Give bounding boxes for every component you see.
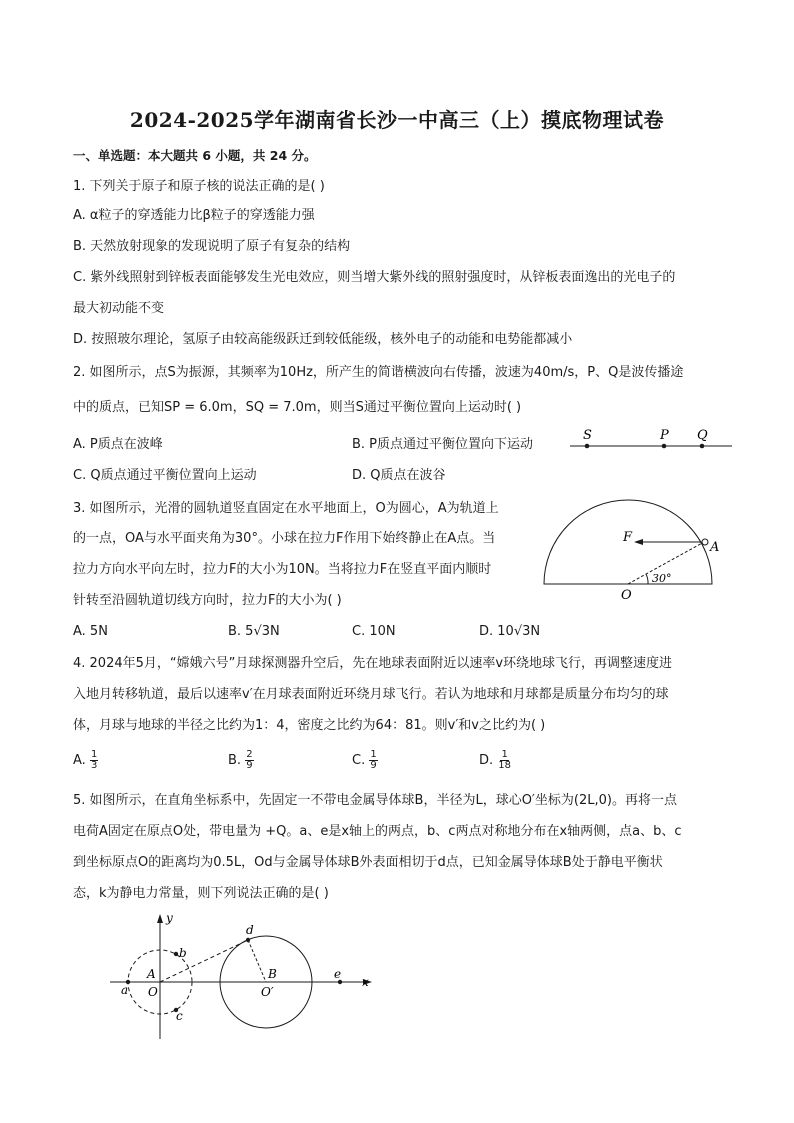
- section-heading: 一、单选题：本大题共 6 小题，共 24 分。: [73, 148, 317, 163]
- q3-stem-line3: 拉力方向水平向左时，拉力F的大小为10N。当将拉力F在竖直平面内顺时: [73, 562, 492, 577]
- point-b-dot: [174, 952, 178, 956]
- q4-option-d: [479, 750, 512, 771]
- q4-option-d-label: D.: [479, 753, 494, 768]
- q3-option-d: D. 10√3N: [479, 624, 541, 639]
- q1-option-a: A. α粒子的穿透能力比β粒子的穿透能力强: [73, 208, 315, 223]
- q5-stem-line1: 5. 如图所示，在直角坐标系中，先固定一不带电金属导体球B，半径为L，球心O′坐标为(2L,0)。再将一点: [73, 793, 677, 808]
- q3-stem-line2: 的一点，OA与水平面夹角为30°。小球在拉力F作用下始终静止在A点。当: [73, 531, 496, 546]
- numerator: 1: [90, 749, 98, 760]
- q4-stem-line3: 体，月球与地球的半径之比约为1：4，密度之比约为64：81。则v′和v之比约为( ): [73, 718, 546, 733]
- denominator: 9: [246, 760, 253, 771]
- q1-option-b: B. 天然放射现象的发现说明了原子有复杂的结构: [73, 239, 351, 254]
- q2-option-b: B. P质点通过平衡位置向下运动: [352, 437, 534, 452]
- q4-option-c-fraction: [369, 750, 377, 771]
- q4-option-b-fraction: [245, 750, 253, 771]
- label-a: A: [710, 540, 720, 555]
- q3-option-b: B. 5√3N: [228, 624, 280, 639]
- label-charge-a: A: [147, 967, 156, 981]
- q4-option-b-label: B.: [228, 753, 242, 768]
- q2-option-d: D. Q质点在波谷: [352, 468, 446, 483]
- q2-option-a: A. P质点在波峰: [73, 437, 163, 452]
- label-s: S: [583, 428, 592, 443]
- q4-option-b: [228, 750, 254, 771]
- label-p: P: [660, 428, 669, 443]
- label-q: Q: [697, 428, 708, 443]
- label-origin: O: [148, 985, 158, 999]
- y-axis-arrow: [157, 914, 163, 923]
- label-b-point: b: [179, 946, 187, 960]
- q1-stem: 1. 下列关于原子和原子核的说法正确的是( ): [73, 179, 325, 194]
- label-d-point: d: [246, 923, 254, 937]
- q5-stem-line2: 电荷A固定在原点O处，带电量为 +Q。a、e是x轴上的两点，b、c两点对称地分布在x轴两侧，点a、b、c: [73, 824, 682, 839]
- page-title: 2024-2025学年湖南省长沙一中高三（上）摸底物理试卷: [129, 108, 665, 132]
- numerator: 1: [370, 749, 377, 760]
- angle-arc: [646, 574, 648, 584]
- q1-option-d: D. 按照玻尔理论，氢原子由较高能级跃迁到较低能级，核外电子的动能和电势能都减小: [73, 332, 573, 347]
- q4-option-c: [352, 750, 378, 771]
- q5-stem-line4: 态，k为静电力常量，则下列说法正确的是( ): [73, 886, 329, 901]
- q5-stem-line3: 到坐标原点O的距离均为0.5L，Od与金属导体球B外表面相切于d点，已知金属导体球B处于静电平衡状: [73, 855, 663, 870]
- q4-stem-line2: 入地月转移轨道，最后以速率v′在月球表面附近环绕月球飞行。若认为地球和月球都是质量分布均匀的球: [73, 687, 669, 702]
- q3-track-figure: [536, 494, 721, 602]
- label-f: F: [623, 530, 633, 545]
- label-ball-b: B: [268, 967, 277, 981]
- point-d-dot: [246, 938, 250, 942]
- numerator: 2: [246, 749, 253, 760]
- label-x: x: [362, 975, 369, 989]
- q1-option-c-line2: 最大初动能不变: [73, 301, 165, 316]
- label-angle: 30°: [652, 572, 672, 585]
- point-q-dot: [700, 444, 705, 449]
- q2-stem-line2: 中的质点，已知SP = 6.0m，SQ = 7.0m，则当S通过平衡位置向上运动时( ): [73, 400, 522, 415]
- q2-wave-figure: [566, 424, 736, 458]
- q4-option-a-fraction: [90, 750, 98, 771]
- label-y: y: [166, 911, 173, 925]
- denominator: 18: [498, 760, 512, 771]
- q4-option-c-label: C.: [352, 753, 366, 768]
- point-s-dot: [585, 444, 590, 449]
- denominator: 9: [370, 760, 377, 771]
- point-p-dot: [662, 444, 667, 449]
- q4-option-a: [73, 750, 98, 771]
- q2-stem-line1: 2. 如图所示，点S为振源，其频率为10Hz，所产生的简谐横波向右传播，波速为40m/s，P、Q是波传播途: [73, 365, 684, 380]
- label-center: O′: [261, 985, 274, 999]
- force-arrow-head: [634, 539, 643, 545]
- q2-option-c: C. Q质点通过平衡位置向上运动: [73, 468, 257, 483]
- q4-stem-line1: 4. 2024年5月，“嫦娥六号”月球探测器升空后，先在地球表面附近以速率v环绕地球飞行，再调整速度进: [73, 656, 673, 671]
- q3-option-a: A. 5N: [73, 624, 108, 639]
- q5-coordinate-figure: [104, 912, 384, 1042]
- label-a-point: a: [121, 983, 129, 997]
- label-o: O: [621, 588, 632, 603]
- q4-option-d-fraction: [497, 750, 512, 771]
- label-e-point: e: [334, 967, 342, 981]
- radius-db: [248, 940, 266, 982]
- denominator: 3: [90, 760, 98, 771]
- label-c-point: c: [176, 1009, 183, 1023]
- numerator: 1: [501, 749, 508, 760]
- q4-option-a-label: A.: [73, 753, 86, 768]
- q3-stem-line1: 3. 如图所示，光滑的圆轨道竖直固定在水平地面上，O为圆心，A为轨道上: [73, 501, 499, 516]
- tangent-od: [160, 940, 248, 982]
- q1-option-c-line1: C. 紫外线照射到锌板表面能够发生光电效应，则当增大紫外线的照射强度时，从锌板表面逸出的光电子的: [73, 270, 676, 285]
- q3-option-c: C. 10N: [352, 624, 396, 639]
- ball-a: [702, 539, 708, 545]
- q3-stem-line4: 针转至沿圆轨道切线方向时，拉力F的大小为( ): [73, 593, 342, 608]
